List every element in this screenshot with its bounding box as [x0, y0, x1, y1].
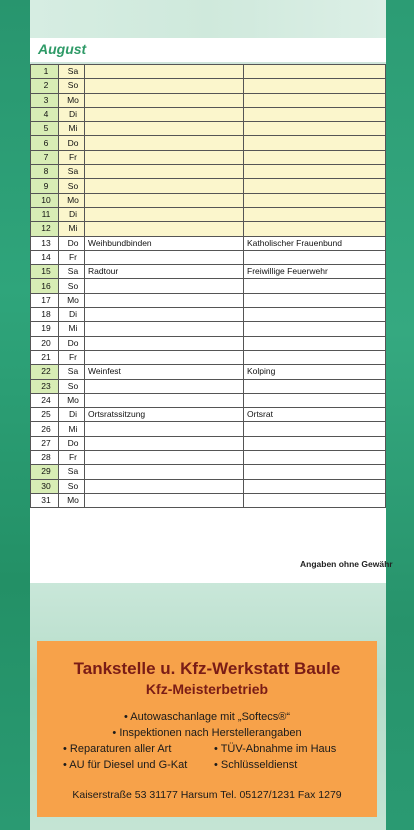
organizer-cell: Freiwillige Feuerwehr — [244, 265, 386, 279]
weekday: Mi — [59, 222, 85, 236]
day-number: 18 — [31, 308, 59, 322]
weekday: Mo — [59, 93, 85, 107]
event-cell — [85, 451, 244, 465]
event-cell — [85, 436, 244, 450]
calendar-row — [31, 179, 386, 193]
organizer-cell — [244, 336, 386, 350]
event-cell — [85, 207, 244, 221]
day-number: 13 — [31, 236, 59, 250]
weekday: Di — [59, 107, 85, 121]
weekday: Di — [59, 408, 85, 422]
calendar-row — [31, 379, 386, 393]
day-number: 19 — [31, 322, 59, 336]
day-number: 23 — [31, 379, 59, 393]
calendar-row — [31, 451, 386, 465]
day-number: 1 — [31, 65, 59, 79]
calendar-row — [31, 436, 386, 450]
weekday: Mo — [59, 193, 85, 207]
weekday: Do — [59, 336, 85, 350]
event-cell — [85, 79, 244, 93]
ad-address: Kaiserstraße 53 31177 Harsum Tel. 05127/1231 Fax 1279 — [72, 789, 342, 801]
calendar-row — [31, 308, 386, 322]
weekday: Sa — [59, 65, 85, 79]
event-cell — [85, 493, 244, 507]
day-number: 22 — [31, 365, 59, 379]
weekday: Di — [59, 308, 85, 322]
organizer-cell — [244, 379, 386, 393]
organizer-cell — [244, 179, 386, 193]
event-cell — [85, 107, 244, 121]
event-cell — [85, 308, 244, 322]
organizer-cell — [244, 436, 386, 450]
day-number: 8 — [31, 165, 59, 179]
ad-service-carwash: • Autowaschanlage mit „Softecs®“ — [123, 711, 291, 723]
organizer-cell — [244, 308, 386, 322]
calendar-row — [31, 279, 386, 293]
weekday: Mo — [59, 393, 85, 407]
event-cell — [85, 479, 244, 493]
ad-subtitle: Kfz-Meisterbetrieb — [145, 681, 269, 697]
organizer-cell — [244, 79, 386, 93]
organizer-cell — [244, 207, 386, 221]
organizer-cell — [244, 393, 386, 407]
calendar-row — [31, 479, 386, 493]
day-number: 24 — [31, 393, 59, 407]
weekday: Mo — [59, 293, 85, 307]
organizer-cell — [244, 422, 386, 436]
organizer-cell — [244, 93, 386, 107]
calendar-row — [31, 165, 386, 179]
weekday: Sa — [59, 265, 85, 279]
organizer-cell — [244, 322, 386, 336]
calendar-row — [31, 408, 386, 422]
day-number: 4 — [31, 107, 59, 121]
day-number: 31 — [31, 493, 59, 507]
weekday: So — [59, 279, 85, 293]
organizer-cell: Ortsrat — [244, 408, 386, 422]
organizer-cell — [244, 193, 386, 207]
calendar-row — [31, 365, 386, 379]
organizer-cell: Katholischer Frauenbund — [244, 236, 386, 250]
event-cell — [85, 293, 244, 307]
event-cell — [85, 165, 244, 179]
weekday: Do — [59, 236, 85, 250]
organizer-cell — [244, 465, 386, 479]
event-cell — [85, 93, 244, 107]
organizer-cell — [244, 136, 386, 150]
day-number: 25 — [31, 408, 59, 422]
organizer-cell — [244, 479, 386, 493]
calendar-row — [31, 422, 386, 436]
day-number: 16 — [31, 279, 59, 293]
weekday: So — [59, 479, 85, 493]
ad-service-tuev: • TÜV-Abnahme im Haus — [214, 743, 337, 755]
weekday: Mi — [59, 322, 85, 336]
day-number: 6 — [31, 136, 59, 150]
calendar-row — [31, 465, 386, 479]
event-cell: Weihbundbinden — [85, 236, 244, 250]
calendar-row — [31, 93, 386, 107]
weekday: Do — [59, 436, 85, 450]
weekday: Fr — [59, 451, 85, 465]
weekday: So — [59, 179, 85, 193]
calendar-row — [31, 79, 386, 93]
organizer-cell — [244, 150, 386, 164]
weekday: Mi — [59, 422, 85, 436]
ad-service-keys: • Schlüsseldienst — [214, 759, 298, 771]
weekday: Mo — [59, 493, 85, 507]
calendar-row — [31, 207, 386, 221]
day-number: 26 — [31, 422, 59, 436]
calendar-row — [31, 136, 386, 150]
weekday: Fr — [59, 150, 85, 164]
day-number: 3 — [31, 93, 59, 107]
event-cell — [85, 136, 244, 150]
weekday: Di — [59, 207, 85, 221]
weekday: Sa — [59, 465, 85, 479]
calendar-table — [30, 64, 386, 508]
calendar-row — [31, 150, 386, 164]
ad-service-inspection: • Inspektionen nach Herstellerangaben — [112, 727, 302, 739]
event-cell: Radtour — [85, 265, 244, 279]
organizer-cell: Kolping — [244, 365, 386, 379]
event-cell: Ortsratssitzung — [85, 408, 244, 422]
organizer-cell — [244, 165, 386, 179]
weekday: Do — [59, 136, 85, 150]
day-number: 20 — [31, 336, 59, 350]
month-title: August — [38, 41, 87, 57]
calendar-row — [31, 493, 386, 507]
organizer-cell — [244, 493, 386, 507]
day-number: 17 — [31, 293, 59, 307]
calendar-row — [31, 193, 386, 207]
calendar-row — [31, 65, 386, 79]
ad-service-au: • AU für Diesel und G-Kat — [63, 759, 188, 771]
day-number: 29 — [31, 465, 59, 479]
day-number: 7 — [31, 150, 59, 164]
event-cell — [85, 350, 244, 364]
day-number: 11 — [31, 207, 59, 221]
organizer-cell — [244, 279, 386, 293]
day-number: 12 — [31, 222, 59, 236]
event-cell — [85, 179, 244, 193]
day-number: 15 — [31, 265, 59, 279]
calendar-row — [31, 250, 386, 264]
weekday: Sa — [59, 365, 85, 379]
event-cell — [85, 322, 244, 336]
event-cell — [85, 279, 244, 293]
event-cell — [85, 250, 244, 264]
day-number: 27 — [31, 436, 59, 450]
weekday: Sa — [59, 165, 85, 179]
organizer-cell — [244, 107, 386, 121]
event-cell — [85, 65, 244, 79]
calendar-row — [31, 107, 386, 121]
disclaimer-note: Angaben ohne Gewähr — [300, 559, 393, 569]
calendar-row — [31, 322, 386, 336]
weekday: So — [59, 79, 85, 93]
ad-service-repairs: • Reparaturen aller Art — [63, 743, 172, 755]
organizer-cell — [244, 250, 386, 264]
right-green-border — [386, 0, 414, 830]
day-number: 5 — [31, 122, 59, 136]
event-cell — [85, 379, 244, 393]
ad-title: Tankstelle u. Kfz-Werkstatt Baule — [73, 659, 341, 678]
day-number: 2 — [31, 79, 59, 93]
weekday: Fr — [59, 250, 85, 264]
day-number: 10 — [31, 193, 59, 207]
organizer-cell — [244, 65, 386, 79]
calendar-row — [31, 122, 386, 136]
left-green-border — [0, 0, 30, 830]
organizer-cell — [244, 122, 386, 136]
weekday: Fr — [59, 350, 85, 364]
event-cell — [85, 336, 244, 350]
event-cell — [85, 393, 244, 407]
organizer-cell — [244, 293, 386, 307]
weekday: So — [59, 379, 85, 393]
calendar-row — [31, 236, 386, 250]
event-cell — [85, 122, 244, 136]
calendar-row — [31, 393, 386, 407]
day-number: 30 — [31, 479, 59, 493]
organizer-cell — [244, 350, 386, 364]
day-number: 14 — [31, 250, 59, 264]
organizer-cell — [244, 451, 386, 465]
advertisement-box — [37, 641, 377, 817]
calendar-row — [31, 265, 386, 279]
calendar-row — [31, 350, 386, 364]
calendar-row — [31, 293, 386, 307]
event-cell — [85, 222, 244, 236]
day-number: 28 — [31, 451, 59, 465]
event-cell — [85, 422, 244, 436]
organizer-cell — [244, 222, 386, 236]
weekday: Mi — [59, 122, 85, 136]
calendar-row — [31, 336, 386, 350]
event-cell — [85, 150, 244, 164]
day-number: 9 — [31, 179, 59, 193]
calendar-row — [31, 222, 386, 236]
day-number: 21 — [31, 350, 59, 364]
event-cell: Weinfest — [85, 365, 244, 379]
event-cell — [85, 465, 244, 479]
event-cell — [85, 193, 244, 207]
top-decor-band — [30, 0, 386, 38]
